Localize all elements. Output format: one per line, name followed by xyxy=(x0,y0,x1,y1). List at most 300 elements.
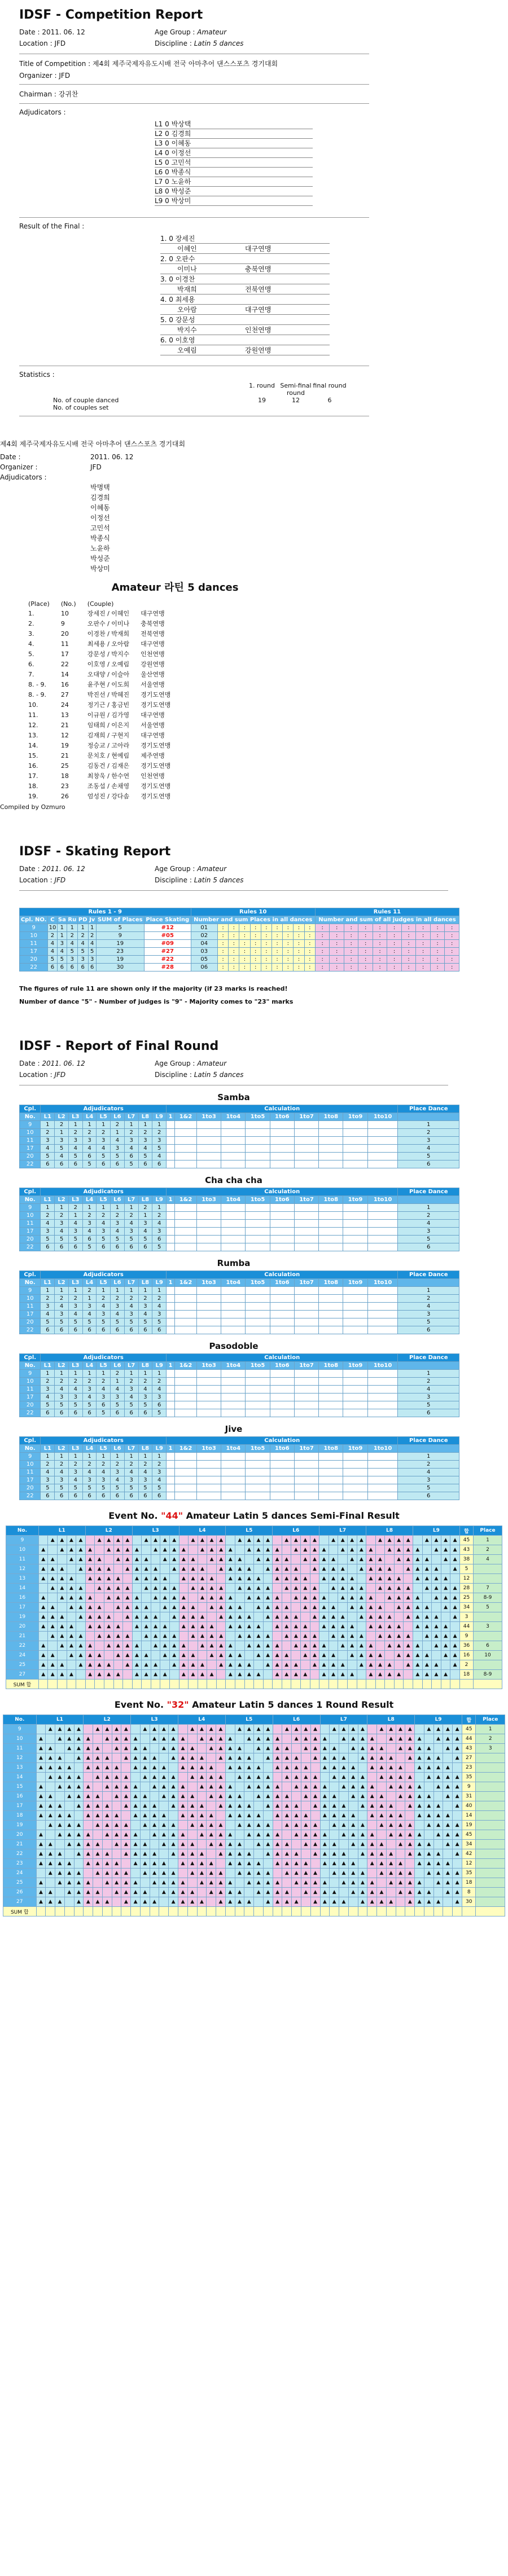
big-place xyxy=(476,1773,505,1782)
mark-cell: ▲ xyxy=(263,1584,273,1593)
foot-cell xyxy=(396,1907,405,1916)
placing-cell: 1. xyxy=(28,609,34,617)
dance-cell: 3 xyxy=(82,1386,97,1393)
mark-cell: ▲ xyxy=(55,1734,65,1744)
calc-col-header: 1 xyxy=(167,1113,175,1121)
mark-cell xyxy=(64,1897,74,1907)
ks-adjudicator: 고민석 xyxy=(90,524,110,532)
judge-header: L5 xyxy=(97,1362,111,1370)
foot-cell xyxy=(104,1680,113,1689)
mark-cell xyxy=(142,1593,151,1603)
mark-cell: ▲ xyxy=(396,1878,405,1888)
mark-cell: ▲ xyxy=(385,1545,395,1555)
skating-cell: 10 xyxy=(49,925,56,931)
mark-cell: ▲ xyxy=(198,1612,207,1622)
big-col-place: Place xyxy=(474,1526,502,1536)
dance-cell xyxy=(294,1295,318,1303)
big-total: 18 xyxy=(459,1670,473,1680)
big-no: 17 xyxy=(3,1801,37,1811)
dance-cell: 2 xyxy=(152,1378,167,1386)
dance-cell xyxy=(270,1484,294,1492)
mark-cell: ▲ xyxy=(254,1840,264,1849)
mark-cell: ▲ xyxy=(292,1725,301,1734)
mark-cell: ▲ xyxy=(263,1545,273,1555)
placing-cell: 경기도연맹 xyxy=(141,701,171,709)
dance-cell xyxy=(175,1318,197,1326)
big-total: 38 xyxy=(459,1555,473,1564)
mark-cell: ▲ xyxy=(112,1725,121,1734)
dance-cell: 5 xyxy=(152,1243,167,1251)
mark-cell xyxy=(142,1545,151,1555)
big-row xyxy=(6,1574,502,1584)
dance-row xyxy=(20,1386,459,1393)
dance-cell xyxy=(270,1287,294,1295)
mark-cell xyxy=(160,1660,170,1670)
mark-cell: ▲ xyxy=(169,1773,178,1782)
rule11-cell: : xyxy=(315,940,329,948)
mark-cell: ▲ xyxy=(424,1897,433,1907)
mark-cell: ▲ xyxy=(67,1536,76,1545)
mark-cell xyxy=(93,1830,103,1840)
foot-cell xyxy=(169,1907,178,1916)
mark-cell: ▲ xyxy=(187,1859,197,1869)
mark-cell: ▲ xyxy=(377,1840,387,1849)
mark-cell: ▲ xyxy=(433,1782,443,1792)
mark-cell: ▲ xyxy=(292,1878,301,1888)
mark-cell: ▲ xyxy=(394,1574,404,1584)
mark-cell xyxy=(197,1840,207,1849)
dance-cell xyxy=(343,1326,367,1334)
mark-cell: ▲ xyxy=(263,1660,273,1670)
dance-cell xyxy=(175,1326,197,1334)
dance-cell: 1 xyxy=(41,1204,55,1212)
big-no: 25 xyxy=(3,1878,37,1888)
placing-row xyxy=(23,649,176,659)
mark-cell: ▲ xyxy=(263,1773,273,1782)
mark-cell: ▲ xyxy=(178,1878,188,1888)
dance-cell: 4 xyxy=(55,1228,69,1236)
dance-cell xyxy=(167,1243,175,1251)
dance-cell: 10 xyxy=(20,1378,41,1386)
mark-cell: ▲ xyxy=(235,1773,244,1782)
mark-cell: ▲ xyxy=(84,1801,93,1811)
mark-cell: ▲ xyxy=(93,1792,103,1801)
mark-cell: ▲ xyxy=(235,1849,244,1859)
dance-cell: 5 xyxy=(138,1153,152,1160)
mark-cell: ▲ xyxy=(347,1574,357,1584)
judge-header: L9 xyxy=(152,1113,167,1121)
dance-cell xyxy=(319,1129,343,1137)
mark-cell: ▲ xyxy=(348,1773,358,1782)
rule10-cell: : xyxy=(294,956,304,964)
mark-cell: ▲ xyxy=(330,1753,339,1763)
stat-value: 6 xyxy=(327,397,332,404)
mark-cell: ▲ xyxy=(404,1584,413,1593)
final-entry xyxy=(160,274,330,284)
big-row xyxy=(3,1897,505,1907)
dance-cell xyxy=(294,1326,318,1334)
mark-cell xyxy=(443,1849,453,1859)
stat-rows xyxy=(19,397,369,411)
big-row xyxy=(3,1782,505,1792)
dance-cell xyxy=(367,1469,398,1476)
mark-cell: ▲ xyxy=(301,1641,310,1651)
mark-cell: ▲ xyxy=(160,1574,170,1584)
mark-cell: ▲ xyxy=(244,1801,254,1811)
dance-cell xyxy=(367,1303,398,1311)
mark-cell: ▲ xyxy=(282,1869,292,1878)
mark-cell: ▲ xyxy=(441,1584,450,1593)
mark-cell: ▲ xyxy=(254,1763,264,1773)
mark-cell: ▲ xyxy=(85,1555,95,1564)
mark-cell: ▲ xyxy=(169,1888,178,1897)
mark-cell: ▲ xyxy=(226,1574,235,1584)
mark-cell: ▲ xyxy=(178,1849,188,1859)
dance-cell xyxy=(175,1236,197,1243)
final-leader: 5. 0 강문성 xyxy=(160,316,195,324)
mark-cell: ▲ xyxy=(405,1725,415,1734)
mark-cell: ▲ xyxy=(112,1763,121,1773)
mark-cell: ▲ xyxy=(301,1734,310,1744)
place-header: Place Dance xyxy=(398,1437,459,1445)
dance-cell: 6 xyxy=(55,1409,69,1417)
foot-cell xyxy=(67,1680,76,1689)
mark-cell: ▲ xyxy=(394,1632,404,1641)
mark-cell: ▲ xyxy=(113,1574,123,1584)
rule11-cell: : xyxy=(344,956,358,964)
mark-cell: ▲ xyxy=(36,1744,46,1753)
mark-cell xyxy=(301,1849,310,1859)
mark-cell: ▲ xyxy=(263,1753,273,1763)
mark-cell: ▲ xyxy=(140,1792,150,1801)
dance-cell xyxy=(175,1401,197,1409)
mark-cell: ▲ xyxy=(394,1651,404,1660)
mark-cell xyxy=(433,1792,443,1801)
big-row xyxy=(6,1564,502,1574)
dance-cell: 1 xyxy=(68,1121,82,1129)
mark-cell: ▲ xyxy=(282,1584,291,1593)
mark-cell: ▲ xyxy=(263,1840,273,1849)
mark-cell: ▲ xyxy=(291,1612,301,1622)
big-no: 27 xyxy=(3,1897,37,1907)
mark-cell xyxy=(84,1821,93,1830)
mark-cell xyxy=(405,1811,415,1821)
mark-cell: ▲ xyxy=(339,1849,349,1859)
mark-cell: ▲ xyxy=(254,1603,264,1612)
mark-cell xyxy=(93,1878,103,1888)
mark-cell: ▲ xyxy=(48,1622,58,1632)
mark-cell: ▲ xyxy=(38,1612,48,1622)
big-no: 13 xyxy=(6,1574,39,1584)
placing-cell: 4. xyxy=(28,640,34,648)
mark-cell: ▲ xyxy=(123,1632,133,1641)
mark-cell: ▲ xyxy=(64,1840,74,1849)
rule11-cell: : xyxy=(387,932,401,940)
mark-cell: ▲ xyxy=(74,1840,84,1849)
mark-cell: ▲ xyxy=(102,1811,112,1821)
mark-cell: ▲ xyxy=(254,1792,264,1801)
mark-cell: ▲ xyxy=(48,1584,58,1593)
dance-cell xyxy=(294,1484,318,1492)
mark-cell: ▲ xyxy=(330,1821,339,1830)
mark-cell: ▲ xyxy=(319,1622,329,1632)
mark-cell: ▲ xyxy=(453,1725,462,1734)
mark-cell: ▲ xyxy=(319,1612,329,1622)
mark-cell: ▲ xyxy=(310,1593,319,1603)
dance-cell: 6 xyxy=(68,1160,82,1168)
mark-cell: ▲ xyxy=(76,1593,86,1603)
mark-cell: ▲ xyxy=(292,1734,301,1744)
mark-cell: ▲ xyxy=(366,1622,376,1632)
mark-cell: ▲ xyxy=(112,1811,121,1821)
placing-cell: 이경찬 / 박재희 xyxy=(87,630,130,638)
mark-cell: ▲ xyxy=(366,1593,376,1603)
dance-cell: 6 xyxy=(97,1401,111,1409)
mark-cell: ▲ xyxy=(301,1584,310,1593)
mark-cell: ▲ xyxy=(329,1632,338,1641)
mark-cell: ▲ xyxy=(310,1878,320,1888)
dance-cell: 1 xyxy=(55,1370,69,1378)
rule10-cell: : xyxy=(250,932,261,940)
dance-cell: 4 xyxy=(152,1303,167,1311)
mark-cell: ▲ xyxy=(357,1555,366,1564)
mark-cell: ▲ xyxy=(197,1734,207,1744)
dance-cell xyxy=(367,1484,398,1492)
mark-cell: ▲ xyxy=(432,1670,441,1680)
mark-cell: ▲ xyxy=(207,1878,216,1888)
dance-cell xyxy=(221,1212,246,1220)
mark-cell: ▲ xyxy=(263,1651,273,1660)
dance-cell xyxy=(367,1393,398,1401)
dance-cell: 3 xyxy=(398,1137,459,1145)
mark-cell: ▲ xyxy=(76,1603,86,1612)
skating-cell: 02 xyxy=(191,932,217,940)
dance-cell: 2 xyxy=(138,1378,152,1386)
mark-cell: ▲ xyxy=(102,1753,112,1763)
mark-cell: ▲ xyxy=(422,1574,432,1584)
dance-cell xyxy=(221,1160,246,1168)
mark-cell xyxy=(432,1651,441,1660)
mark-cell: ▲ xyxy=(38,1641,48,1651)
mark-cell: ▲ xyxy=(415,1782,424,1792)
mark-cell: ▲ xyxy=(329,1622,338,1632)
placing-cell: 대구연맹 xyxy=(141,610,165,617)
final-club: 충북연맹 xyxy=(245,265,271,273)
mark-cell xyxy=(282,1641,291,1651)
mark-cell xyxy=(235,1734,244,1744)
mark-cell: ▲ xyxy=(433,1821,443,1830)
big-judge-header: L3 xyxy=(132,1526,179,1536)
big-place xyxy=(474,1574,502,1584)
mark-cell: ▲ xyxy=(450,1641,460,1651)
mark-cell: ▲ xyxy=(112,1773,121,1782)
dance-cell: 1 xyxy=(111,1453,125,1461)
dance-cell xyxy=(246,1378,270,1386)
mark-cell xyxy=(273,1821,282,1830)
dance-cell: 4 xyxy=(82,1311,97,1318)
stat-key: No. of couple danced xyxy=(53,397,119,404)
big-no: 12 xyxy=(6,1564,39,1574)
placing-cell: 정기근 / 홍금빈 xyxy=(87,701,130,709)
rule11-cell: : xyxy=(330,948,344,956)
mark-cell: ▲ xyxy=(244,1782,254,1792)
first-round-section xyxy=(3,1699,505,1916)
mark-cell: ▲ xyxy=(453,1878,462,1888)
dance-cell: 2 xyxy=(82,1461,97,1469)
dance-cell xyxy=(270,1295,294,1303)
mark-cell: ▲ xyxy=(330,1849,339,1859)
dance-cell xyxy=(270,1461,294,1469)
dance-cell xyxy=(246,1220,270,1228)
mark-cell: ▲ xyxy=(74,1849,84,1859)
mark-cell: ▲ xyxy=(95,1603,104,1612)
dance-cell xyxy=(270,1228,294,1236)
final-club: 강원연맹 xyxy=(245,346,271,354)
big-foot xyxy=(3,1907,505,1916)
calc-col-header: 1to5 xyxy=(246,1196,270,1204)
judge-header: L3 xyxy=(68,1362,82,1370)
dance-cell: 1 xyxy=(82,1370,97,1378)
place-header: Place Dance xyxy=(398,1271,459,1279)
dance-cell: 2 xyxy=(55,1295,69,1303)
mark-cell: ▲ xyxy=(377,1888,387,1897)
mark-cell: ▲ xyxy=(433,1734,443,1744)
mark-cell xyxy=(254,1660,264,1670)
dance-cell xyxy=(294,1236,318,1243)
big-place xyxy=(474,1632,502,1641)
mark-cell: ▲ xyxy=(95,1574,104,1584)
mark-cell xyxy=(385,1555,395,1564)
mark-cell xyxy=(424,1782,433,1792)
calc-col-header: 1&2 xyxy=(175,1113,197,1121)
mark-cell: ▲ xyxy=(263,1593,273,1603)
dance-cell xyxy=(343,1461,367,1469)
mark-cell: ▲ xyxy=(93,1897,103,1907)
dance-cell: 5 xyxy=(41,1236,55,1243)
mark-cell: ▲ xyxy=(235,1536,245,1545)
ks-adjudicator: 박종식 xyxy=(90,534,110,542)
mark-cell: ▲ xyxy=(142,1536,151,1545)
placing-cell: 16. xyxy=(28,762,38,770)
fr-date-label: Date : xyxy=(19,1060,40,1067)
mark-cell: ▲ xyxy=(112,1821,121,1830)
mark-cell: ▲ xyxy=(375,1574,385,1584)
mark-cell: ▲ xyxy=(131,1734,141,1744)
dance-cell: 1 xyxy=(97,1287,111,1295)
mark-cell xyxy=(292,1744,301,1753)
mark-cell: ▲ xyxy=(386,1830,396,1840)
mark-cell: ▲ xyxy=(226,1593,235,1603)
adjudicator-item: L1 0 박상택 xyxy=(155,120,313,129)
mark-cell: ▲ xyxy=(292,1849,301,1859)
mark-cell: ▲ xyxy=(415,1792,424,1801)
mark-cell: ▲ xyxy=(112,1782,121,1792)
mark-cell: ▲ xyxy=(422,1651,432,1660)
dance-cell: 2 xyxy=(124,1129,138,1137)
placing-cell: 인천연맹 xyxy=(141,650,165,658)
big-foot-label: SUM 합 xyxy=(3,1907,37,1916)
mark-cell: ▲ xyxy=(377,1763,387,1773)
mark-cell: ▲ xyxy=(225,1734,235,1744)
mark-cell: ▲ xyxy=(74,1821,84,1830)
rule10-cell: : xyxy=(271,956,282,964)
stat-value: 12 xyxy=(292,397,300,404)
mark-cell xyxy=(197,1744,207,1753)
mark-cell: ▲ xyxy=(377,1753,387,1763)
dance-cell xyxy=(167,1160,175,1168)
dance-cell xyxy=(294,1492,318,1500)
mark-cell: ▲ xyxy=(338,1660,348,1670)
mark-cell: ▲ xyxy=(160,1670,170,1680)
mark-cell: ▲ xyxy=(291,1574,301,1584)
mark-cell: ▲ xyxy=(432,1584,441,1593)
mark-cell: ▲ xyxy=(121,1878,131,1888)
dance-cell: 3 xyxy=(68,1137,82,1145)
dance-cell: 6 xyxy=(97,1326,111,1334)
mark-cell: ▲ xyxy=(160,1641,170,1651)
placing-cell: 경기도연맹 xyxy=(141,793,171,800)
big-header-row xyxy=(6,1526,502,1536)
placing-cell: 14. xyxy=(28,741,38,749)
judge-header: L2 xyxy=(55,1445,69,1453)
mark-cell: ▲ xyxy=(273,1763,282,1773)
mark-cell: ▲ xyxy=(216,1840,226,1849)
mark-cell xyxy=(415,1773,424,1782)
mark-cell: ▲ xyxy=(347,1641,357,1651)
dance-cell: 4 xyxy=(41,1311,55,1318)
calc-col-header: 1to9 xyxy=(343,1279,367,1287)
dance-cell xyxy=(196,1145,221,1153)
mark-cell xyxy=(178,1869,188,1878)
foot-cell xyxy=(159,1907,169,1916)
mark-cell: ▲ xyxy=(377,1821,387,1830)
mark-cell xyxy=(216,1622,226,1632)
dance-cell xyxy=(367,1492,398,1500)
mark-cell: ▲ xyxy=(93,1811,103,1821)
mark-cell: ▲ xyxy=(187,1801,197,1811)
mark-cell xyxy=(197,1792,207,1801)
mark-cell: ▲ xyxy=(84,1782,93,1792)
mark-cell: ▲ xyxy=(263,1897,273,1907)
mark-cell: ▲ xyxy=(93,1849,103,1859)
placing-cell: 26 xyxy=(60,792,69,800)
final-partner-name: 오예림 xyxy=(177,346,197,354)
mark-cell: ▲ xyxy=(36,1888,46,1897)
rule10-cell: : xyxy=(229,940,239,948)
mark-cell: ▲ xyxy=(121,1773,131,1782)
mark-cell: ▲ xyxy=(121,1792,131,1801)
mark-cell: ▲ xyxy=(58,1564,67,1574)
big-col-no: No. xyxy=(3,1715,37,1725)
big-row xyxy=(6,1641,502,1651)
mark-cell: ▲ xyxy=(330,1869,339,1878)
dance-cell: 6 xyxy=(55,1492,69,1500)
dance-cell: 4 xyxy=(68,1311,82,1318)
mark-cell: ▲ xyxy=(46,1821,55,1830)
dance-cell: 5 xyxy=(55,1145,69,1153)
mark-cell: ▲ xyxy=(244,1584,254,1593)
mark-cell: ▲ xyxy=(377,1811,387,1821)
dance-cell xyxy=(343,1137,367,1145)
place-header: Place Dance xyxy=(398,1105,459,1113)
big-judge-header: L6 xyxy=(273,1526,319,1536)
dance-cell: 2 xyxy=(68,1204,82,1212)
mark-cell: ▲ xyxy=(310,1849,320,1859)
mark-cell: ▲ xyxy=(160,1622,170,1632)
mark-cell: ▲ xyxy=(85,1603,95,1612)
dance-cell: 3 xyxy=(398,1228,459,1236)
dance-cell: 3 xyxy=(138,1476,152,1484)
